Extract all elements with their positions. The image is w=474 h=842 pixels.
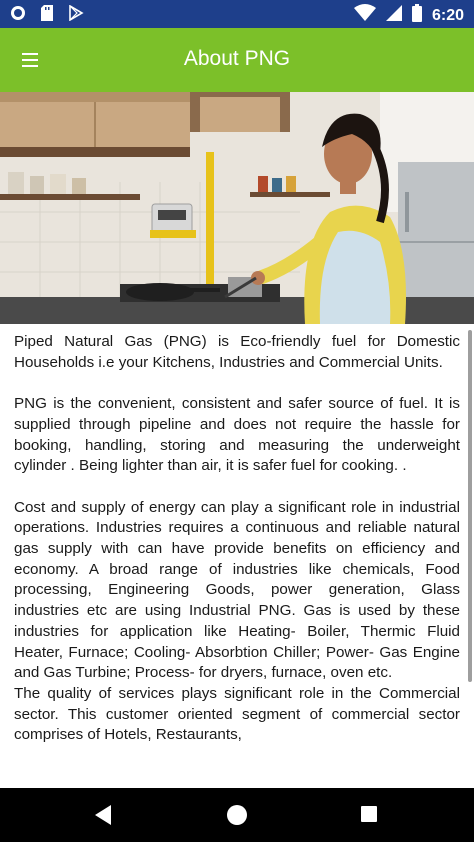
paragraph-spacer (14, 477, 460, 498)
status-bar (0, 0, 474, 28)
battery-icon (412, 4, 422, 27)
paragraph-intro: Piped Natural Gas (PNG) is Eco-friendly fuel for Domestic Households i.e your Kitchens, Industries and Commercial Units. (14, 333, 465, 371)
navigation-bar (0, 788, 474, 842)
paragraph-domestic: PNG is the convenient, consistent and safer source of fuel. It is supplied through pipeline and does not require the hassle for booking, handling, storing and measuring the underweight cylinder . Being lighter than air, it is safer fuel for cooking. . (14, 395, 465, 475)
hero-image (0, 92, 474, 324)
page-title: About PNG (183, 47, 291, 70)
home-icon[interactable] (227, 805, 247, 825)
app-bar (0, 28, 474, 92)
recents-icon[interactable] (361, 806, 377, 822)
sync-icon (10, 5, 26, 26)
about-content[interactable] (0, 324, 474, 788)
back-icon[interactable] (93, 804, 113, 831)
paragraph-commercial: The quality of services plays significant role in the Commercial sector. This customer oriented segment of commercial sector comprises of Hotels, Restaurants, (14, 684, 465, 744)
paragraph-spacer (14, 373, 460, 394)
paragraph-industrial: Cost and supply of energy can play a significant role in industrial operations. Industries requires a continuous and reliable natural gas supply with can have provide benefits on efficiency and economy. A broad range of industries like chemicals, Food processing, Engineering Goods, power generation, Glass industries etc are using Industrial PNG. Gas is used by these industries for application like Heating- Boiler, Thermic Fluid Heater, Furnace; Cooling- Absorbtion Chiller; Power- Gas Engine and Gas Turbine; Process- for dryers, furnace, oven etc. (14, 498, 465, 682)
play-store-icon (68, 5, 84, 26)
signal-icon (386, 4, 402, 27)
wifi-icon (354, 4, 376, 27)
sd-card-icon (40, 5, 54, 26)
scrollbar[interactable] (468, 330, 472, 682)
status-time: 6:20 (431, 6, 464, 24)
